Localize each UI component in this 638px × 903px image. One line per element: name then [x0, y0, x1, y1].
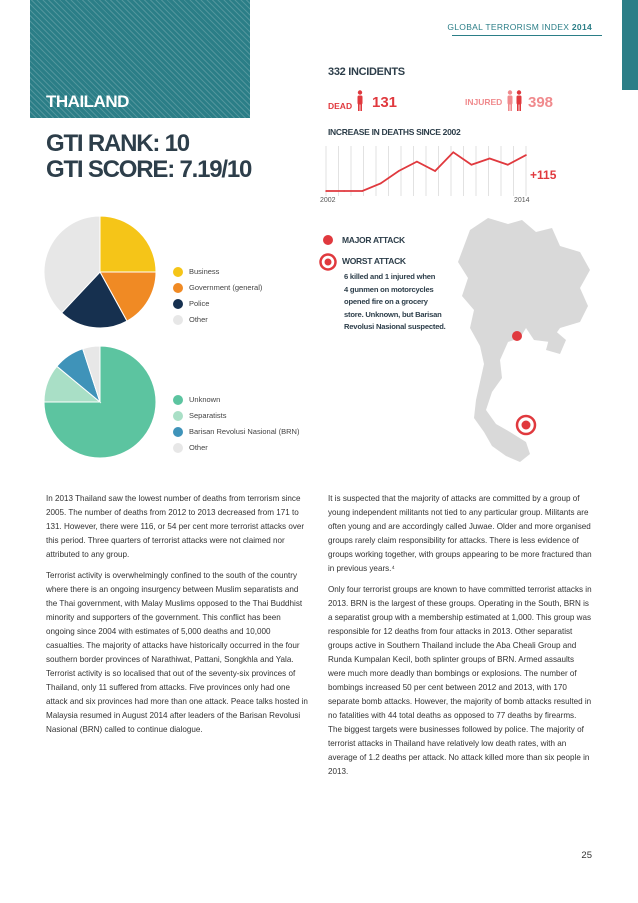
deaths-data-point — [362, 190, 364, 192]
body-column-left — [46, 492, 308, 744]
dead-stat — [328, 96, 352, 114]
legend-swatch — [173, 267, 183, 277]
deaths-change-label: +115 — [530, 168, 557, 182]
deaths-data-point — [471, 164, 473, 166]
legend-item — [173, 394, 299, 410]
worst-attack-line: store. Unknown, but Barisan — [344, 309, 442, 319]
legend-swatch — [173, 427, 183, 437]
deaths-data-point — [525, 154, 527, 156]
legend-item — [173, 282, 262, 298]
injured-person-icon — [506, 90, 524, 112]
injured-label: INJURED — [465, 97, 503, 107]
deaths-data-point — [452, 151, 454, 153]
deaths-data-point — [489, 158, 491, 160]
perpetrators-pie-chart — [38, 340, 163, 465]
page-number: 25 — [581, 850, 592, 861]
x-axis-end-label: 2014 — [514, 197, 530, 204]
legend-swatch — [173, 395, 183, 405]
legend-label: Unknown — [189, 395, 221, 404]
major-attack-marker — [512, 331, 522, 341]
deaths-data-point — [507, 164, 509, 166]
legend-label: Business — [189, 267, 220, 276]
deaths-data-point — [434, 170, 436, 172]
worst-attack-label: WORST ATTACK — [342, 256, 406, 266]
legend-item — [173, 266, 262, 282]
body-paragraph: It is suspected that the majority of attacks are committed by a group of young independent militants not tied to any particular group. Militants are often young and are accordingly called Juwae. Older and more organised groups rarely claim responsibility for attacks. There is less evidence of groups working together, with groups appearing to be more fractured than in previous years.⁴ — [328, 494, 592, 573]
major-attack-icon — [322, 234, 334, 246]
country-title: THAILAND — [46, 92, 129, 111]
dead-label: DEAD — [328, 101, 353, 111]
legend-item — [173, 314, 262, 330]
worst-attack-icon — [319, 253, 337, 271]
legend-item — [173, 426, 299, 442]
legend-swatch — [173, 443, 183, 453]
deaths-data-point — [398, 170, 400, 172]
deaths-data-point — [325, 190, 327, 192]
deaths-data-point — [416, 161, 418, 163]
legend-item — [173, 410, 299, 426]
dead-value: 131 — [372, 94, 398, 111]
body-paragraph: Only four terrorist groups are known to have committed terrorist attacks in 2013. BRN is the largest of these groups. Operating in the South, BRN is a separatist group with a membership estimated at 1,000. This group was responsible for 12 deaths from four attacks in 2013. Other separatist groups active in Southern Thailand include the Aba Cheali Group and Runda Kumpalan Kecil, both splinter groups of BRN. Armed assaults were much more deadly than bombings or explosions. The number of bombings increased 50 per cent between 2012 and 2013, with 170 separate bomb attacks. However, the majority of bomb attacks resulted in no fatalities with 44 total deaths as opposed to 77 deaths by firearms. The biggest targets were businesses followed by police. The majority of terrorist attacks in Thailand have relatively low death rates, with an average of 1.2 deaths per attack. No attack killed more than six people in 2013. — [328, 585, 592, 776]
legend-label: Government (general) — [189, 283, 263, 292]
worst-attack-line: opened fire on a grocery — [344, 297, 428, 306]
page-edge-tab — [622, 0, 638, 90]
perpetrators-legend — [173, 394, 299, 458]
legend-label: Other — [189, 315, 208, 324]
legend-swatch — [173, 299, 183, 309]
legend-swatch — [173, 411, 183, 421]
legend-label: Police — [189, 299, 210, 308]
header-divider — [452, 35, 602, 36]
legend-swatch — [173, 283, 183, 293]
dead-person-icon — [356, 90, 364, 112]
legend-label: Barisan Revolusi Nasional (BRN) — [189, 427, 300, 436]
worst-attack-description — [344, 271, 464, 334]
worst-attack-line: 4 gunmen on motorcycles — [344, 284, 434, 294]
legend-item — [173, 298, 262, 314]
body-column-right — [328, 492, 592, 786]
incidents-count: 332 INCIDENTS — [328, 66, 405, 78]
deaths-chart-title: INCREASE IN DEATHS SINCE 2002 — [328, 127, 461, 137]
worst-attack-line: Revolusi Nasional suspected. — [344, 322, 446, 331]
pie-slice-business — [100, 216, 156, 272]
publication-title-prefix: GLOBAL TERRORISM INDEX — [447, 22, 570, 32]
x-axis-start-label: 2002 — [320, 197, 336, 204]
targets-pie-chart — [38, 210, 163, 335]
legend-item — [173, 442, 299, 458]
deaths-data-point — [380, 183, 382, 185]
legend-label: Other — [189, 443, 208, 452]
legend-swatch — [173, 315, 183, 325]
worst-attack-line: 6 killed and 1 injured when — [344, 272, 436, 281]
worst-attack-marker-core — [522, 421, 531, 430]
legend-label: Separatists — [189, 411, 227, 420]
gti-score: GTI SCORE: 7.19/10 — [46, 156, 252, 183]
body-paragraph: Terrorist activity is overwhelmingly confined to the south of the country where there is an ongoing insurgency between Muslim separatists and the Thai government, with Malay Muslims opposed to the Thai Buddhist minority and supporters of the government. This conflict has been ongoing since 2004 with estimates of 5,000 deaths and 10,000 casualties. The majority of attacks have historically occurred in the four southern border provinces of Narathiwat, Pattani, Songkhla and Yala. Terrorist activity is so localised that out of the seventy-six provinces of Thailand, only 11 suffered from attacks. Five provinces only had one attack and six provinces had more than one attack. Peace talks hosted in Malaysia resumed in August 2014 after leaders of the Barisan Revolusi Nasional (BRN) called to continue dialogue. — [46, 571, 308, 734]
thailand-map — [430, 210, 605, 470]
body-paragraph: In 2013 Thailand saw the lowest number of deaths from terrorism since 2005. The number of deaths from 2012 to 2013 decreased from 171 to 131. However, there were 116, or 54 per cent more terrorist attacks over this period. Three quarters of terrorist attacks were not claimed nor attributed to any group. — [46, 494, 305, 559]
gti-rank-block — [46, 131, 251, 183]
publication-year: 2014 — [571, 22, 592, 32]
deaths-data-point — [343, 190, 345, 192]
publication-title — [447, 22, 592, 32]
major-attack-label: MAJOR ATTACK — [342, 235, 405, 245]
injured-value: 398 — [528, 94, 554, 111]
gti-rank: GTI RANK: 10 — [46, 130, 189, 157]
targets-legend — [173, 266, 262, 330]
